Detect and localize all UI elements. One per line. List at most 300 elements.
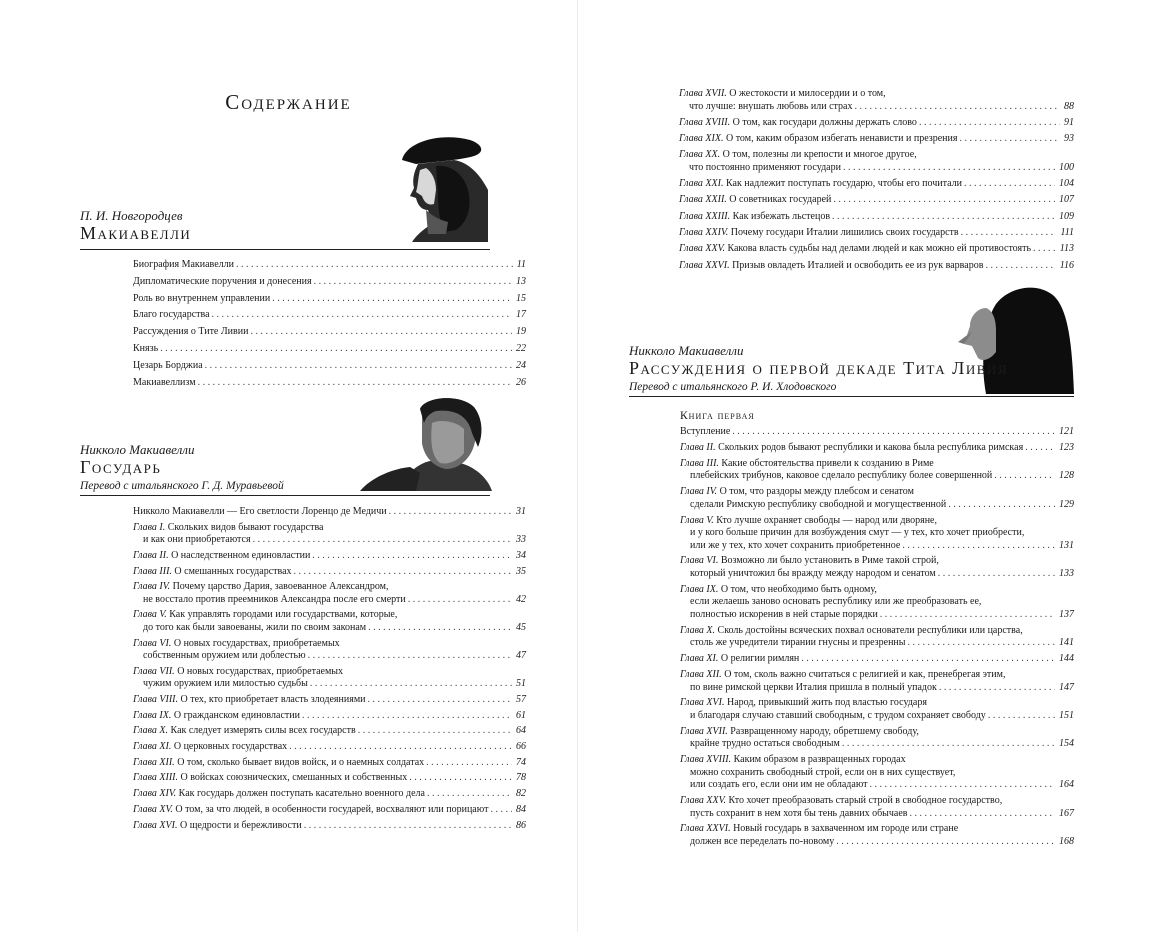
toc-entry-lastline — [680, 710, 1074, 723]
chapter-label: Глава X. — [680, 624, 716, 636]
toc-leader-dots — [407, 772, 512, 785]
toc-entry-lastline — [133, 566, 526, 579]
toc-entry-lastline — [680, 779, 1074, 792]
chapter-label: Глава IV. — [680, 486, 718, 498]
toc-entry-text: Какова власть судьбы над делами людей и как можно ей противостоять — [727, 243, 1032, 255]
toc-entry-text: Почему государи Италии лишились своих государств — [730, 227, 959, 239]
toc-entry-text: что лучше: внушать любовь или страх — [689, 100, 853, 112]
toc-entry — [679, 117, 1074, 130]
chapter-label: Глава XV. — [133, 803, 173, 815]
toc-page-number: 164 — [1059, 779, 1074, 791]
toc-entry-text: если желаешь заново основать республику или же преобразовать ее, — [690, 596, 982, 608]
toc-leader-dots — [287, 741, 512, 754]
toc-leader-dots — [936, 568, 1055, 581]
toc-entry-text: и как они приобретаются — [143, 534, 251, 546]
toc-entry-text: или создать его, если они им не обладают — [690, 779, 868, 791]
toc-entry-text: Вступление — [680, 426, 731, 437]
toc-entry-title — [133, 694, 366, 707]
chapter-label: Глава XXVI. — [679, 259, 730, 271]
section-work-title: Рассуждения о первой декаде Тита Ливия — [629, 358, 1008, 378]
toc-entry-title: Макиавеллизм — [133, 376, 196, 388]
toc-page-number: 151 — [1059, 709, 1074, 721]
toc-page-number: 91 — [1064, 116, 1074, 128]
toc-entry-lastline — [680, 426, 1074, 439]
toc-entry-line — [680, 555, 1074, 568]
toc-leader-dots — [937, 682, 1055, 695]
chapter-label: Глава XII. — [680, 669, 722, 681]
toc-leader-dots — [946, 499, 1055, 512]
toc-entry-title — [680, 499, 946, 512]
section-prince-head — [80, 442, 490, 496]
toc-entry-line — [133, 666, 526, 679]
toc-page-number: 88 — [1064, 100, 1074, 112]
toc-entry-title — [133, 788, 425, 801]
toc-leader-dots — [251, 534, 512, 547]
toc-entry — [133, 307, 526, 324]
toc-entry-text: О тех, кто приобретает власть злодеяниями — [180, 694, 366, 705]
toc-page-number: 13 — [516, 275, 526, 287]
toc-page-number: 104 — [1059, 178, 1074, 190]
toc-entry-line — [133, 638, 526, 651]
toc-entry-lastline — [680, 653, 1074, 666]
toc-entry-title: Биография Макиавелли — [133, 259, 234, 270]
toc-entry-title — [133, 820, 302, 833]
toc-entry — [133, 725, 526, 738]
toc-entry-title — [679, 101, 852, 114]
toc-entry — [133, 741, 526, 754]
chapter-label: Глава V. — [680, 514, 714, 526]
chapter-label: Глава XXV. — [679, 243, 725, 255]
toc-page-number: 123 — [1059, 441, 1074, 453]
toc-page-number: 111 — [1060, 227, 1074, 239]
toc-entry-line — [680, 515, 1074, 528]
toc-leader-dots — [868, 779, 1055, 792]
toc-entry-title — [679, 117, 917, 130]
chapter-label: Глава VII. — [133, 665, 175, 677]
toc-leader-dots — [986, 710, 1055, 723]
toc-entry-title — [133, 757, 424, 770]
toc-entry-text: и благодаря случаю ставший свободным, с трудом сохраняет свободу — [690, 709, 986, 721]
section-translator: Перевод с итальянского Р. И. Хлодовского — [629, 381, 837, 393]
toc-entry — [133, 666, 526, 691]
toc-entry-title: Роль во внутреннем управлении — [133, 292, 271, 304]
toc-entry — [133, 757, 526, 770]
chapter-label: Глава XXV. — [680, 795, 726, 807]
toc-leader-dots — [962, 178, 1055, 191]
chapter-label: Глава XXVI. — [680, 823, 731, 835]
chapter-label: Глава XVII. — [680, 725, 728, 737]
toc-entry-text: Скольких родов бывают республики и какова была республика римская — [718, 441, 1024, 453]
toc-leader-dots — [959, 227, 1057, 240]
toc-entry-text: можно сохранить свободный строй, если он в них существует, — [690, 766, 956, 778]
toc-entry — [133, 804, 526, 817]
chapter-label: Глава XVIII. — [680, 754, 732, 766]
toc-leader-dots — [270, 291, 512, 308]
toc-entry-line — [133, 609, 526, 622]
toc-entry-title — [679, 227, 959, 240]
toc-entry-title — [680, 426, 730, 439]
toc-leader-dots — [908, 808, 1056, 821]
toc-entry-lastline — [680, 682, 1074, 695]
toc-entry-lastline — [133, 788, 526, 801]
toc-entry — [680, 726, 1074, 751]
toc-entry — [680, 515, 1074, 553]
toc-entry — [679, 243, 1074, 256]
toc-page-number: 147 — [1059, 681, 1074, 693]
toc-leader-dots — [1023, 442, 1055, 455]
chapter-label: Глава XVIII. — [679, 116, 731, 128]
chapter-label: Глава XVI. — [133, 819, 178, 831]
toc-entry-lastline — [680, 442, 1074, 455]
toc-entry-lastline — [680, 609, 1074, 622]
toc-entry — [133, 788, 526, 801]
toc-leader-dots — [983, 260, 1055, 273]
toc-entry-text: и у кого больше причин для возбуждения смут — у тех, кто хочет приобрести, — [690, 527, 1025, 539]
chapter-label: Глава XXII. — [679, 194, 727, 206]
toc-entry — [680, 625, 1074, 650]
toc-entry-text: О смешанных государствах — [174, 565, 292, 577]
chapter-label: Глава VI. — [680, 555, 719, 567]
toc-entry — [679, 178, 1074, 191]
toc-entry-text: О том, сколько бывает видов войск, и о наемных солдатах — [177, 756, 425, 768]
toc-entry-text: собственным оружием или доблестью — [143, 650, 306, 662]
toc-entry-text: О том, за что людей, в особенности государей, восхваляют или порицают — [175, 803, 489, 815]
toc-leader-dots — [312, 274, 512, 291]
toc-page-number: 133 — [1059, 567, 1074, 579]
toc-page-number: 100 — [1059, 161, 1074, 173]
toc-leader-dots — [425, 788, 512, 801]
toc-leader-dots — [834, 836, 1055, 849]
toc-entry-text: Как государь должен поступать касательно военного дела — [178, 788, 425, 800]
toc-entry-line — [680, 754, 1074, 767]
toc-entry — [133, 694, 526, 707]
toc-leader-dots — [906, 637, 1056, 650]
toc-leader-dots — [917, 117, 1060, 130]
toc-entry-title: Дипломатические поручения и донесения — [133, 275, 312, 287]
toc-entry-title — [133, 566, 292, 579]
toc-entry-line — [133, 522, 526, 535]
toc-entry-lastline — [679, 227, 1074, 240]
chapter-label: Глава XIII. — [133, 772, 179, 784]
toc-entry-title — [679, 133, 957, 146]
toc-entry-text: О том, сколь важно считаться с религией и как, пренебрегая этим, — [724, 669, 1006, 681]
toc-entry-text: О том, каким образом избегать ненависти и презрения — [725, 133, 958, 145]
toc-page-number: 34 — [516, 549, 526, 561]
toc-entry-lastline — [133, 506, 526, 519]
toc-entry — [679, 149, 1074, 174]
toc-leader-dots — [831, 194, 1055, 207]
toc-entry — [133, 341, 526, 358]
toc-page-number: 141 — [1059, 637, 1074, 649]
toc-leader-dots — [366, 694, 513, 707]
toc-entry — [133, 274, 526, 291]
toc-entry-text: Как следует измерять силы всех государств — [170, 725, 356, 737]
toc-leader-dots — [992, 470, 1055, 483]
toc-entry-text: Развращенному народу, обретшему свободу, — [730, 725, 919, 737]
toc-entry-lastline — [133, 622, 526, 635]
toc-entry-lastline — [133, 772, 526, 785]
toc-entry-lastline — [679, 178, 1074, 191]
chapter-label: Глава V. — [133, 609, 167, 621]
toc-entry-title — [133, 622, 366, 635]
toc-entry-line — [680, 726, 1074, 739]
toc-entry-title — [679, 243, 1031, 256]
toc-entry — [133, 358, 526, 375]
chapter-label: Глава III. — [680, 457, 719, 469]
section-discourses-head — [629, 343, 1074, 397]
toc-leader-dots — [488, 804, 512, 817]
toc-page-number: 131 — [1059, 539, 1074, 551]
toc-page-number: 107 — [1059, 194, 1074, 206]
section-work-title: Государь — [80, 457, 162, 477]
toc-entry-text: плебейских трибунов, каковое сделало республику более совершенной — [690, 470, 993, 482]
toc-entry-lastline — [680, 836, 1074, 849]
toc-entry-text: полностью искоренив в ней старые порядки — [690, 608, 878, 620]
chapter-label: Глава XXIII. — [679, 210, 731, 222]
toc-entry-title — [679, 194, 831, 207]
toc-entry — [680, 754, 1074, 792]
toc-entry-line — [680, 625, 1074, 638]
chapter-label: Глава IX. — [133, 709, 172, 721]
toc-page-number: 64 — [516, 725, 526, 737]
toc-leader-dots — [248, 324, 512, 341]
toc-leader-dots — [210, 307, 512, 324]
toc-entry — [680, 697, 1074, 722]
toc-leader-dots — [878, 609, 1055, 622]
toc-entry — [680, 555, 1074, 580]
toc-entry-text: О наследственном единовластии — [171, 549, 311, 561]
toc-entry-title — [133, 710, 300, 723]
toc-leader-dots — [356, 725, 512, 738]
toc-entry-title — [680, 682, 937, 695]
section-author: П. И. Новгородцев — [80, 208, 183, 223]
toc-entry-text: О том, что необходимо быть одному, — [720, 583, 877, 595]
toc-entry-lastline — [679, 260, 1074, 273]
toc-leader-dots — [406, 594, 512, 607]
toc-entry-lastline — [133, 820, 526, 833]
toc-entry-title — [133, 534, 251, 547]
toc-entry-text: что постоянно применяют государи — [689, 161, 841, 173]
toc-entry-text: Новый государь в захваченном им городе или стране — [733, 823, 959, 835]
toc-entry-text: О том, полезны ли крепости и многое другое, — [722, 149, 917, 161]
toc-page-number: 17 — [516, 309, 526, 321]
toc-entry-text: Как управлять городами или государствами, которые, — [169, 609, 398, 621]
toc-entry-title: Князь — [133, 342, 159, 354]
toc-entry-title — [679, 211, 830, 224]
toc-entry-line — [680, 486, 1074, 499]
toc-entry-lastline — [680, 808, 1074, 821]
toc-leader-dots — [308, 678, 512, 691]
toc-leader-dots — [900, 540, 1055, 553]
toc-entry-title — [133, 594, 406, 607]
toc-entry-line — [679, 88, 1074, 101]
toc-entry-text: О жестокости и милосердии и о том, — [729, 88, 886, 99]
chapter-label: Глава XVII. — [679, 88, 727, 99]
toc-entry-lastline — [133, 725, 526, 738]
toc-entry-lastline — [679, 117, 1074, 130]
toc-entry-text: О новых государствах, приобретаемых — [173, 637, 340, 649]
toc-page-number: 74 — [516, 756, 526, 768]
toc-entry-title — [679, 178, 962, 191]
toc-entry-title — [680, 779, 868, 792]
toc-leader-dots — [730, 426, 1055, 439]
toc-entry — [133, 638, 526, 663]
toc-entry-line — [680, 767, 1074, 780]
toc-page-number: 109 — [1059, 210, 1074, 222]
toc-entry — [133, 375, 526, 392]
toc-entry — [680, 795, 1074, 820]
toc-entry-text: О щедрости и бережливости — [179, 819, 302, 831]
toc-entry-title — [133, 678, 308, 691]
toc-entry — [680, 458, 1074, 483]
toc-entry-lastline — [133, 534, 526, 547]
toc-leader-dots — [234, 257, 513, 274]
toc-entry-title — [680, 442, 1023, 455]
toc-entry-lastline — [680, 637, 1074, 650]
toc-leader-dots — [292, 566, 512, 579]
toc-entry-lastline — [133, 710, 526, 723]
toc-entry — [680, 442, 1074, 455]
section-rule — [80, 249, 490, 250]
section-author: Никколо Макиавелли — [629, 343, 744, 358]
toc-page-number: 129 — [1059, 498, 1074, 510]
toc-page-number: 144 — [1059, 653, 1074, 665]
toc-entry-line — [680, 697, 1074, 710]
toc-entry-lastline — [679, 133, 1074, 146]
toc-entry-lastline — [133, 594, 526, 607]
toc-entry-lastline — [679, 211, 1074, 224]
toc-leader-dots — [310, 550, 512, 563]
section-translator: Перевод с итальянского Г. Д. Муравьевой — [80, 480, 284, 492]
chapter-label: Глава XIV. — [133, 788, 177, 800]
toc-entry-lastline — [133, 650, 526, 663]
toc-leader-dots — [366, 622, 512, 635]
toc-entry-line — [680, 584, 1074, 597]
toc-entry — [133, 522, 526, 547]
toc-page-number: 116 — [1059, 259, 1074, 271]
toc-entry-text: Как избежать льстецов — [732, 210, 831, 222]
chapter-label: Глава XIX. — [679, 133, 724, 145]
chapter-label: Глава XI. — [133, 741, 172, 753]
toc-page-number: 22 — [516, 342, 526, 354]
toc-leader-dots — [830, 211, 1055, 224]
chapter-label: Глава XXI. — [679, 178, 724, 190]
toc-entry-text: Призыв овладеть Италией и освободить ее из рук варваров — [732, 259, 984, 271]
toc-entry-title — [680, 653, 799, 666]
chapter-label: Глава VI. — [133, 637, 172, 649]
toc-entry-title — [133, 772, 407, 785]
toc-leader-dots — [196, 375, 512, 392]
toc-entry-text: не восстало против преемников Александра после его смерти — [143, 593, 406, 605]
toc-entry — [133, 324, 526, 341]
toc-entry-lastline — [680, 568, 1074, 581]
toc-entry-lastline — [680, 738, 1074, 751]
toc-entry — [679, 133, 1074, 146]
toc-entry-title: Благо государства — [133, 309, 210, 321]
book-heading: Книга первая — [680, 410, 755, 422]
toc-entry-line — [133, 581, 526, 594]
toc-entry-title — [133, 725, 356, 738]
toc-page-number: 167 — [1059, 807, 1074, 819]
toc-page-number: 45 — [516, 621, 526, 633]
toc-entry-title — [680, 710, 986, 723]
toc-page-number: 78 — [516, 772, 526, 784]
toc-page-number: 61 — [516, 709, 526, 721]
right-page — [578, 0, 1155, 932]
toc-leader-dots — [841, 162, 1055, 175]
toc-leader-dots — [302, 820, 512, 833]
toc-entry-text: Никколо Макиавелли — Его светлости Лоренцо де Медичи — [133, 506, 387, 517]
toc-page-number: 93 — [1064, 133, 1074, 145]
toc-entry-text: О новых государствах, приобретаемых — [177, 665, 343, 677]
toc-page-number: 82 — [516, 788, 526, 800]
toc-entry-lastline — [133, 694, 526, 707]
chapter-label: Глава XXIV. — [679, 227, 729, 239]
toc-entry-title — [680, 540, 900, 553]
toc-entry-title — [133, 650, 306, 663]
chapter-label: Глава XVI. — [680, 697, 725, 709]
toc-entry-text: который уничтожил бы вражду между народом и сенатом — [690, 567, 936, 579]
toc-entry-text: Кто хочет преобразовать старый строй в свободное государство, — [728, 795, 1003, 807]
toc-page-number: 128 — [1059, 470, 1074, 482]
toc-page-number: 66 — [516, 741, 526, 753]
toc-entry-title — [679, 260, 983, 273]
toc-entry-text: О гражданском единовластии — [173, 709, 300, 721]
toc-page-number: 86 — [516, 819, 526, 831]
toc-entry-line — [680, 669, 1074, 682]
toc-entry-line — [680, 458, 1074, 471]
toc-prince-continued — [679, 88, 1074, 276]
toc-entry-title — [133, 741, 287, 754]
chapter-label: Глава III. — [133, 565, 172, 577]
toc-leader-dots — [203, 358, 512, 375]
section-work-title: Макиавелли — [80, 223, 192, 243]
toc-entry-text: по вине римской церкви Италия пришла в полный упадок — [690, 681, 937, 693]
toc-entry-line — [680, 795, 1074, 808]
toc-page-number: 33 — [516, 534, 526, 546]
toc-entry — [679, 260, 1074, 273]
toc-entry-text: Сколь достойны всяческих похвал основатели республики или царства, — [717, 624, 1023, 636]
toc-entry — [133, 550, 526, 563]
toc-entry-text: Скольких видов бывают государства — [167, 521, 324, 533]
toc-entry-text: сделали Римскую республику свободной и могущественной — [690, 498, 947, 510]
section-novgorodtsev-head — [80, 208, 490, 250]
toc-entry-text: О том, как государи должны держать слово — [732, 116, 917, 128]
toc-entry-lastline — [133, 678, 526, 691]
toc-entry-title — [680, 738, 840, 751]
toc-entry — [133, 581, 526, 606]
chapter-label: Глава XII. — [133, 756, 175, 768]
toc-page-number: 113 — [1059, 243, 1074, 255]
toc-entry — [133, 257, 526, 274]
toc-discourses — [680, 410, 1074, 852]
toc-entry — [679, 211, 1074, 224]
toc-entry — [680, 426, 1074, 439]
toc-page-number: 31 — [516, 506, 526, 517]
toc-entry — [133, 506, 526, 519]
chapter-label: Глава XX. — [679, 149, 721, 161]
toc-entry-title — [680, 836, 834, 849]
toc-leader-dots — [424, 757, 512, 770]
toc-entry — [680, 669, 1074, 694]
toc-page-number: 35 — [516, 565, 526, 577]
toc-leader-dots — [306, 650, 512, 663]
toc-entry-line — [680, 527, 1074, 540]
toc-entry — [133, 710, 526, 723]
toc-page-number: 137 — [1059, 608, 1074, 620]
toc-entry-text: О религии римлян — [720, 653, 800, 665]
toc-page-number: 24 — [516, 359, 526, 371]
